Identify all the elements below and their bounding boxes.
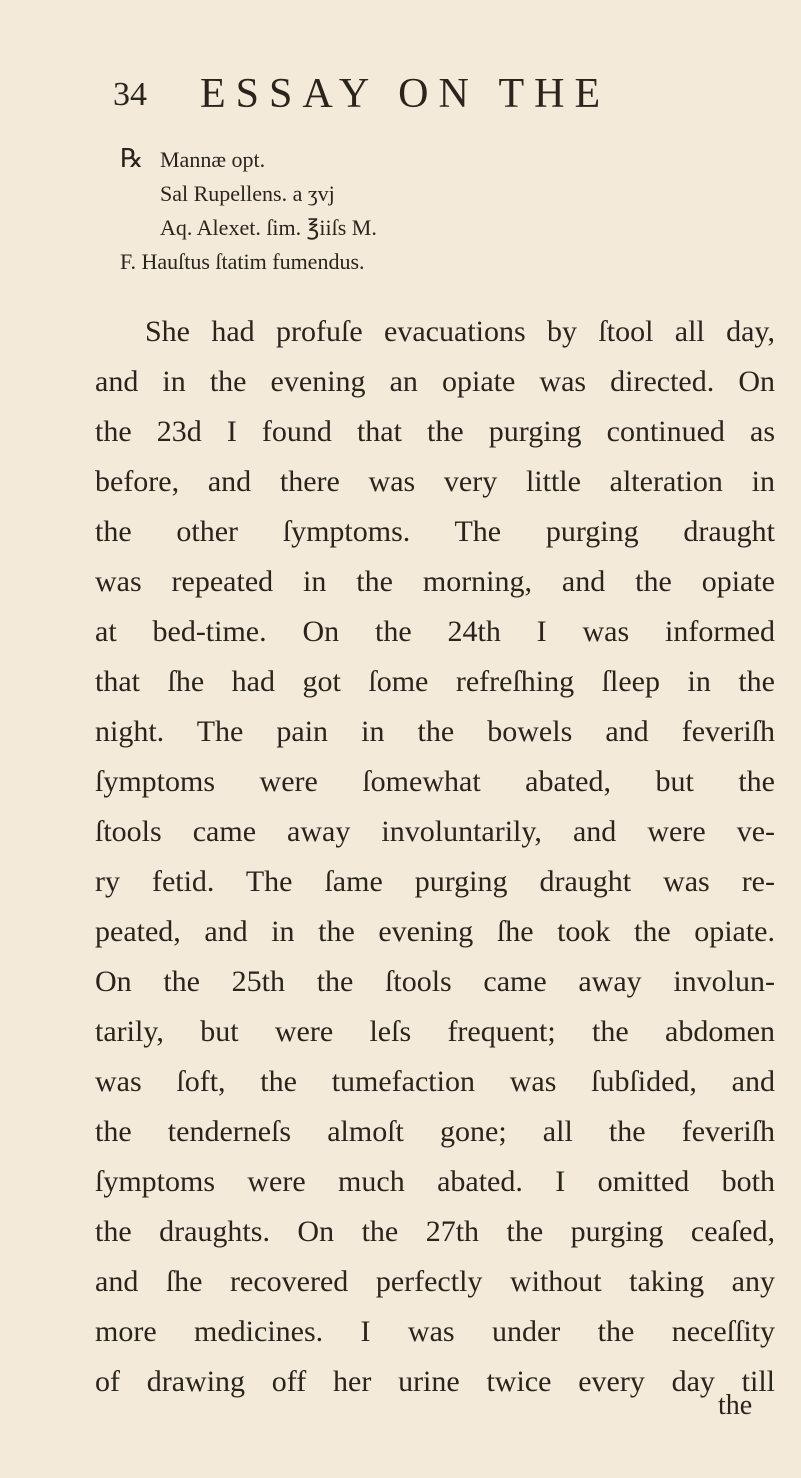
recipe-symbol: ℞: [120, 144, 144, 173]
running-title: ESSAY ON THE: [200, 71, 611, 117]
text-line: and in the evening an opiate was directed. On: [95, 365, 775, 398]
text-line: the other ſymptoms. The purging draught: [95, 515, 775, 548]
prescription-line-text: F. Hauſtus ſtatim fumendus.: [120, 249, 365, 274]
text-line: night. The pain in the bowels and feveriſh: [95, 715, 775, 748]
text-line: ry fetid. The ſame purging draught was re-: [95, 865, 775, 898]
prescription-block: [120, 142, 377, 279]
prescription-line: [120, 142, 377, 177]
prescription-line: [120, 211, 377, 245]
text-line: On the 25th the ſtools came away involun-: [95, 965, 775, 998]
text-line: at bed-time. On the 24th I was informed: [95, 615, 775, 648]
text-line: the 23d I found that the purging continued as: [95, 415, 775, 448]
text-line: before, and there was very little alteration in: [95, 465, 775, 498]
catchword: the: [718, 1390, 753, 1421]
text-line: that ſhe had got ſome refreſhing ſleep in the: [95, 665, 775, 698]
text-line: was repeated in the morning, and the opiate: [95, 565, 775, 598]
text-line: She had profuſe evacuations by ſtool all day,: [145, 315, 775, 348]
prescription-line: [120, 245, 377, 279]
body-paragraph: [95, 307, 775, 1407]
prescription-line-text: Aq. Alexet. ſim. ℥iiſs M.: [160, 215, 377, 240]
text-line: ſymptoms were much abated. I omitted both: [95, 1165, 775, 1198]
page-header: [113, 70, 753, 117]
text-line: peated, and in the evening ſhe took the opiate.: [95, 915, 775, 948]
text-line: of drawing off her urine twice every day till: [95, 1365, 775, 1398]
page-number: 34: [113, 76, 147, 113]
text-line: ſymptoms were ſomewhat abated, but the: [95, 765, 775, 798]
prescription-line: [120, 177, 377, 211]
text-line: was ſoft, the tumefaction was ſubſided, and: [95, 1065, 775, 1098]
text-line: the draughts. On the 27th the purging ceaſed,: [95, 1215, 775, 1248]
text-line: ſtools came away involuntarily, and were ve-: [95, 815, 775, 848]
prescription-line-text: Sal Rupellens. a ʒvj: [160, 181, 335, 206]
text-line: and ſhe recovered perfectly without taking any: [95, 1265, 775, 1298]
text-line: tarily, but were leſs frequent; the abdomen: [95, 1015, 775, 1048]
text-line: more medicines. I was under the neceſſity: [95, 1315, 775, 1348]
text-line: the tenderneſs almoſt gone; all the feveriſh: [95, 1115, 775, 1148]
prescription-line-text: Mannæ opt.: [160, 147, 266, 172]
